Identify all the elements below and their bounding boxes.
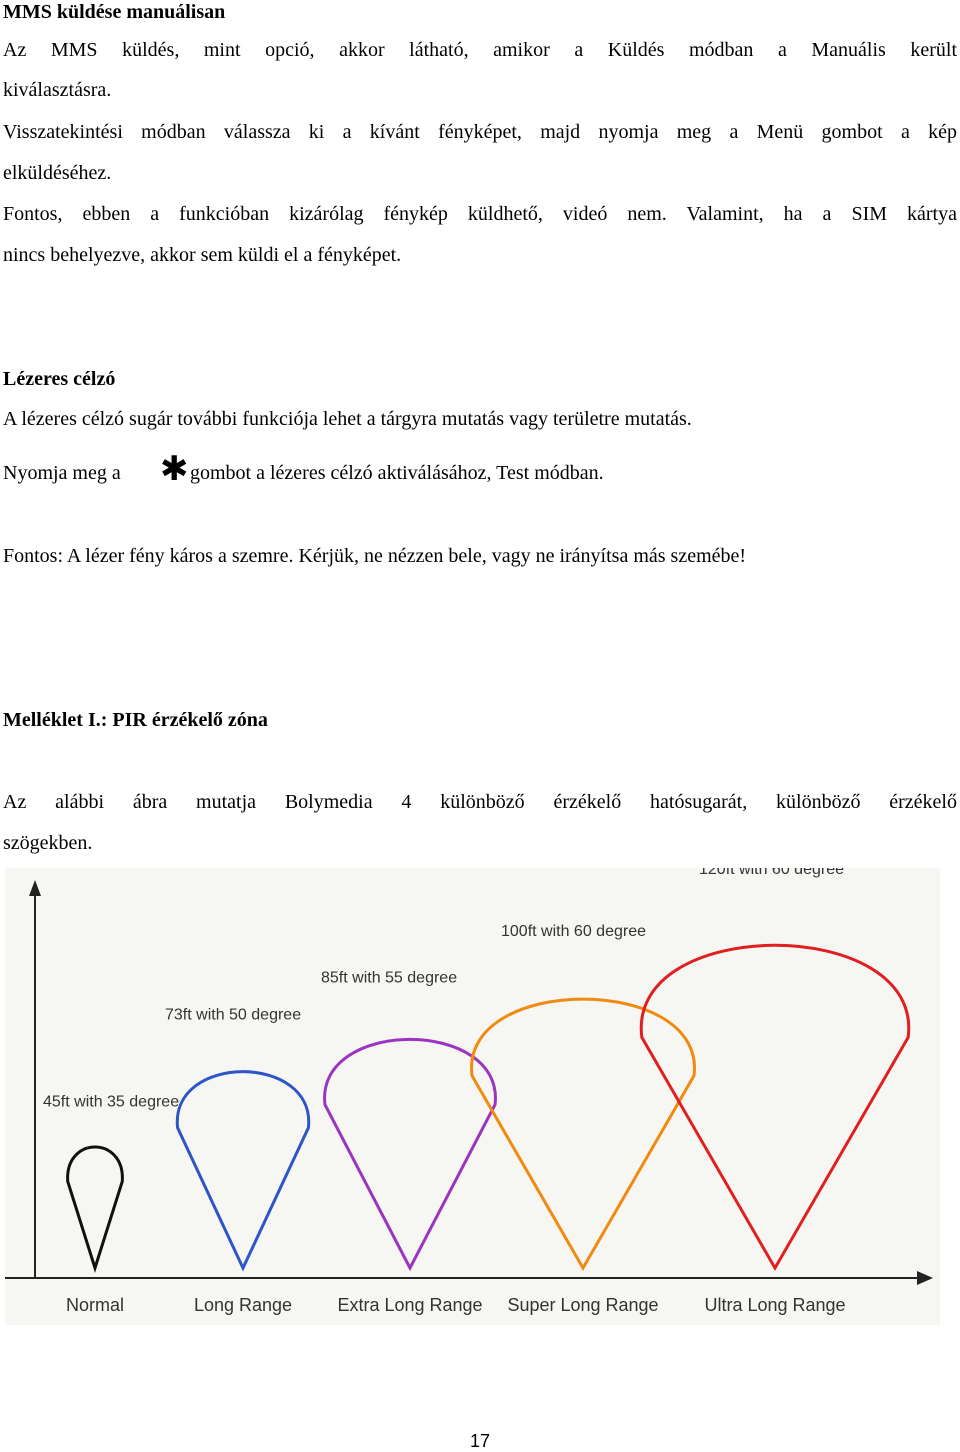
pir-zone-figure (5, 868, 940, 1325)
mms-paragraph-3-line-2: nincs behelyezve, akkor sem küldi el a fényképet. (3, 244, 402, 266)
y-axis-arrow (29, 880, 41, 896)
zone-label-4: 100ft with 60 degree (501, 923, 646, 940)
laser-heading: Lézeres célzó (3, 368, 116, 390)
detection-zone-2 (177, 1072, 308, 1268)
mms-paragraph-1-line-1: Az MMS küldés, mint opció, akkor látható, amikor a Küldés módban a Manuális került (3, 39, 957, 61)
zone-label-2: 73ft with 50 degree (165, 1006, 302, 1024)
category-label-4: Super Long Range (507, 1295, 659, 1315)
category-label-5: Ultra Long Range (704, 1295, 846, 1315)
zone-label-3: 85ft with 55 degree (321, 969, 458, 987)
laser-paragraph-2-before: Nyomja meg a (3, 462, 121, 484)
asterisk-button-icon: ✱ (160, 449, 189, 489)
mms-paragraph-3-line-1: Fontos, ebben a funkcióban kizárólag fénykép küldhető, videó nem. Valamint, ha a SIM kártya (3, 203, 957, 225)
laser-warning: Fontos: A lézer fény káros a szemre. Kérjük, ne nézzen bele, vagy ne irányítsa más szemébe! (3, 545, 747, 567)
zone-label-1: 45ft with 35 degree (43, 1093, 180, 1111)
category-label-2: Long Range (193, 1295, 293, 1315)
mms-heading: MMS küldése manuálisan (3, 1, 226, 23)
category-label-3: Extra Long Range (337, 1295, 483, 1315)
page-number: 17 (469, 1431, 491, 1451)
mms-paragraph-1-line-2: kiválasztásra. (3, 79, 112, 101)
mms-paragraph-2-line-2: elküldéséhez. (3, 162, 112, 184)
detection-zone-5 (641, 945, 909, 1268)
x-axis-arrow (917, 1271, 933, 1285)
detection-zone-1 (68, 1147, 123, 1268)
appendix-heading: Melléklet I.: PIR érzékelő zóna (3, 709, 268, 731)
detection-zone-4 (472, 999, 695, 1268)
detection-zone-3 (325, 1039, 496, 1268)
pir-zone-chart (5, 868, 940, 1325)
laser-paragraph-2-after: gombot a lézeres célzó aktiválásához, Test módban. (190, 462, 604, 484)
category-label-1: Normal (65, 1295, 125, 1315)
appendix-paragraph-line-2: szögekben. (3, 832, 93, 854)
mms-paragraph-2-line-1: Visszatekintési módban válassza ki a kívánt fényképet, majd nyomja meg a Menü gombot a kép (3, 121, 957, 143)
appendix-paragraph-line-1: Az alábbi ábra mutatja Bolymedia 4 különböző érzékelő hatósugarát, különböző érzékelő (3, 791, 957, 813)
laser-paragraph-1: A lézeres célzó sugár további funkciója lehet a tárgyra mutatás vagy területre mutatás. (3, 408, 692, 430)
zone-label-5: 120ft with 60 degree (699, 868, 844, 878)
